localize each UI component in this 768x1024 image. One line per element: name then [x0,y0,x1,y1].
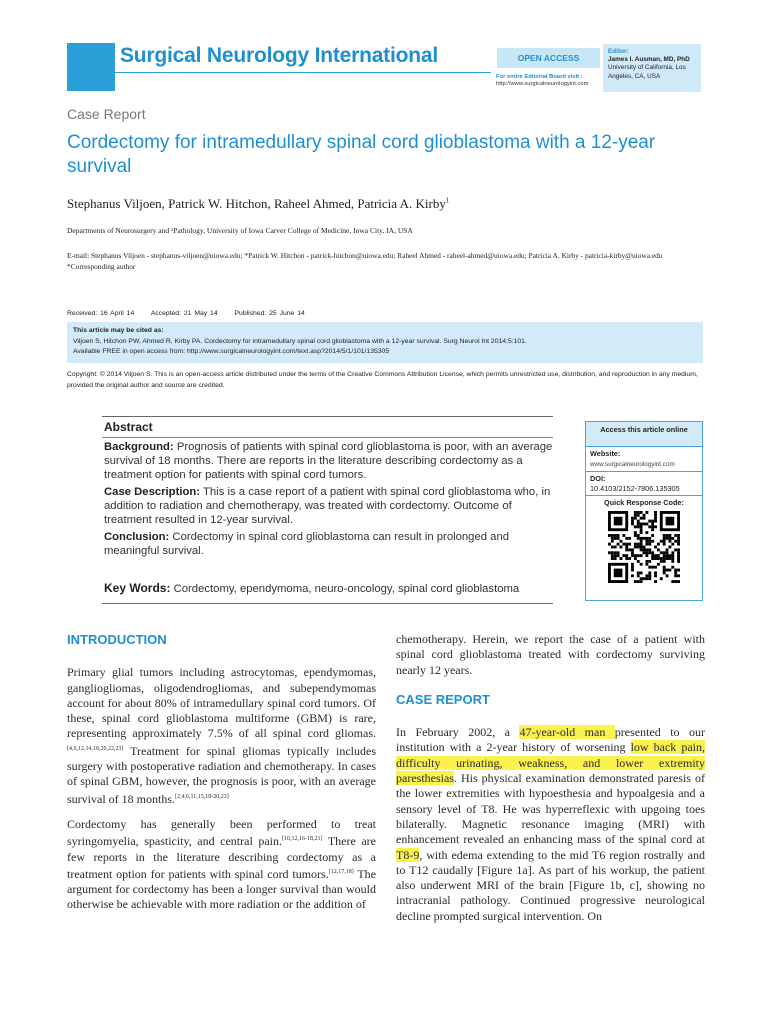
keywords-text: Cordectomy, ependymoma, neuro-oncology, spinal cord glioblastoma [173,583,520,595]
access-heading: Access this article online [586,422,702,447]
department-affiliation: Departments of Neurosurgery and ¹Pathology, University of Iowa Carver College of Medicine, Iowa City, IA, USA [67,226,413,235]
abstract-rule [102,437,553,438]
journal-title: Surgical Neurology International [120,44,438,67]
background-label: Background: [104,441,174,453]
authors-text: Stephanus Viljoen, Patrick W. Hitchon, Raheel Ahmed, Patricia A. Kirby [67,196,446,211]
abstract-box [102,416,553,604]
highlight-level[interactable]: T8-9 [396,847,420,862]
editor-affiliation-2: Angeles, CA, USA [608,72,661,80]
abstract-background [104,440,553,482]
case-report-heading: CASE REPORT [396,691,490,707]
intro-paragraph-1 [67,665,376,807]
introduction-heading: INTRODUCTION [67,632,167,647]
doi-label: DOI: [590,474,606,483]
author-list [67,196,449,212]
abstract-keywords [104,581,519,595]
case-text-2: presented to our institution with a 2-year history of worsening [396,725,705,755]
accepted-date: Accepted: 21 May 14 [150,310,218,317]
editor-label: Editor: [608,48,629,55]
editorial-board-label: For entire Editorial Board visit : [496,74,583,80]
editorial-board-link[interactable]: http://www.surgicalneurologyint.com [496,81,589,87]
header-rule [115,72,491,73]
abstract-body [104,440,553,561]
keywords-label: Key Words: [104,581,171,595]
access-doi [586,472,702,496]
background-text: Prognosis of patients with spinal cord glioblastoma is poor, with an average survival of 18 months. There are reports in the literature describing cordectomy as a treatment option for patients with spinal cord tumors. [104,441,553,481]
highlight-symptoms[interactable]: low back pain, difficulty urinating, weakness, and lower extremity paresthesias [396,740,705,786]
conclusion-text: Cordectomy in spinal cord glioblastoma can result in prolonged and meaningful survival. [104,531,510,557]
intro-text-2: Cordectomy has generally been performed to treat syringomyelia, spasticity, and central pain. [67,816,376,849]
citation-ref[interactable]: [10,12,16-18,21] [282,836,323,843]
author-affiliation-mark: 1 [445,196,450,205]
access-online-box [585,421,703,601]
qr-code-icon[interactable] [608,511,680,583]
intro-paragraph-2 [67,817,376,913]
open-access-badge: OPEN ACCESS [497,48,600,68]
received-date: Received: 16 April 14 [67,310,135,317]
editor-name: James I. Ausman, MD, PhD [608,56,690,64]
intro-continuation: chemotherapy. Herein, we report the case of a patient with spinal cord glioblastoma treated with cordectomy surviving nearly 12 years. [396,632,705,677]
email-list: E-mail: Stephanus Viljoen - stephanus-viljoen@uiowa.edu; *Patrick W. Hitchon - patrick-hitchon@uiowa.edu; Raheel Ahmed - raheel-ahmed@uiowa.edu; Patricia A. Kirby - patricia-kirby@uiowa.edu [67,251,663,260]
author-emails [67,250,717,272]
doi-value[interactable]: 10.4103/2152-7806.135305 [590,483,680,493]
intro-text-2c: The argument for cordectomy has been a longer survival than would otherwise be achievable with more radiation or the addition of [67,866,376,912]
copyright-notice: Copyright: © 2014 Viljoen S. This is an open-access article distributed under the terms of the Creative Commons Attribution License, which permits unrestricted use, distribution, and reproduction in any medium, provided the original author and source are credited. [67,371,698,389]
intro-text-1b: Treatment for spinal gliomas typically includes surgery with postoperative radiation and chemotherapy. In cases of spinal GBM, however, the prognosis is poor, with an average survival of 18 months. [67,743,376,806]
conclusion-label: Conclusion: [104,531,170,543]
article-type: Case Report [67,106,146,122]
article-title: Cordectomy for intramedullary spinal cord glioblastoma with a 12-year survival [67,132,656,177]
intro-text-2b: There are few reports in the literature describing cordectomy as a treatment option for patients with spinal cord tumors. [67,834,376,881]
case-text-4: , with edema extending to the mid T6 region rostrally and to T12 caudally [Figure 1a]. As part of his workup, the patient also underwent MRI of the brain [Figure 1b, c], showing no intracranial pathology. Continued progressive neurological decline prompted surgical intervention. On [396,847,705,923]
editor-box [603,44,701,92]
column-right [396,632,705,934]
journal-logo-square [67,43,115,91]
corresponding-author-note: *Corresponding author [67,262,136,271]
abstract-conclusion [104,530,553,558]
website-label: Website: [590,449,621,458]
case-report-paragraph [396,725,705,924]
case-description-text: This is a case report of a patient with spinal cord glioblastoma who, in addition to radiation and chemotherapy, was treated with cordectomy. Outcome of treatment resulted in 12-year survival. [104,486,551,526]
abstract-title: Abstract [104,420,153,434]
editor-affiliation-1: University of California, Los [608,64,686,72]
column-left [67,632,376,923]
citation-reference: Viljoen S, Hitchon PW, Ahmed R, Kirby PA. Cordectomy for intramedullary spinal cord glioblastoma with a 12-year survival. Surg Neurol Int 2014;5:101. [73,337,527,345]
case-description-label: Case Description: [104,486,201,498]
highlight-age[interactable]: 47-year-old man [519,725,615,740]
case-text-3: . His physical examination demonstrated paresis of the lower extremities with hypoesthesia and hypoalgesia and a sensory level of T8. He was hyperreflexic with upgoing toes bilaterally. Magnetic resonance imaging (MRI) with enhancement revealed an enhancing mass of the spinal cord at [396,771,705,847]
qr-label: Quick Response Code: [604,498,684,507]
published-date: Published: 25 June 14 [234,310,305,317]
website-link[interactable]: www.surgicalneurologyint.com [590,460,675,468]
citation-heading: This article may be cited as: [73,327,164,334]
citation-url[interactable]: Available FREE in open access from: http://www.surgicalneurologyint.com/text.asp?2014/5/1/101/135305 [73,348,390,355]
intro-text-1: Primary glial tumors including astrocytomas, ependymomas, gangliogliomas, oligodendrogliomas, and subependymomas account for about 80% of intramedullary spinal cord tumors. Of these, spinal cord glioblastoma multiforme (GBM) is rare, representing approximately 7.5% of all spinal cord gliomas. [67,665,376,741]
citation-box [67,322,703,363]
citation-ref[interactable]: [2,4,6,11,15,18-20,23] [175,793,229,800]
case-text-1: In February 2002, a [396,725,520,740]
abstract-case [104,485,553,527]
citation-ref[interactable]: [12,17,18] [328,868,354,875]
access-website [586,447,702,472]
article-dates [67,310,319,317]
citation-ref[interactable]: [4,6,12,14,18,20,22,23] [67,745,124,752]
